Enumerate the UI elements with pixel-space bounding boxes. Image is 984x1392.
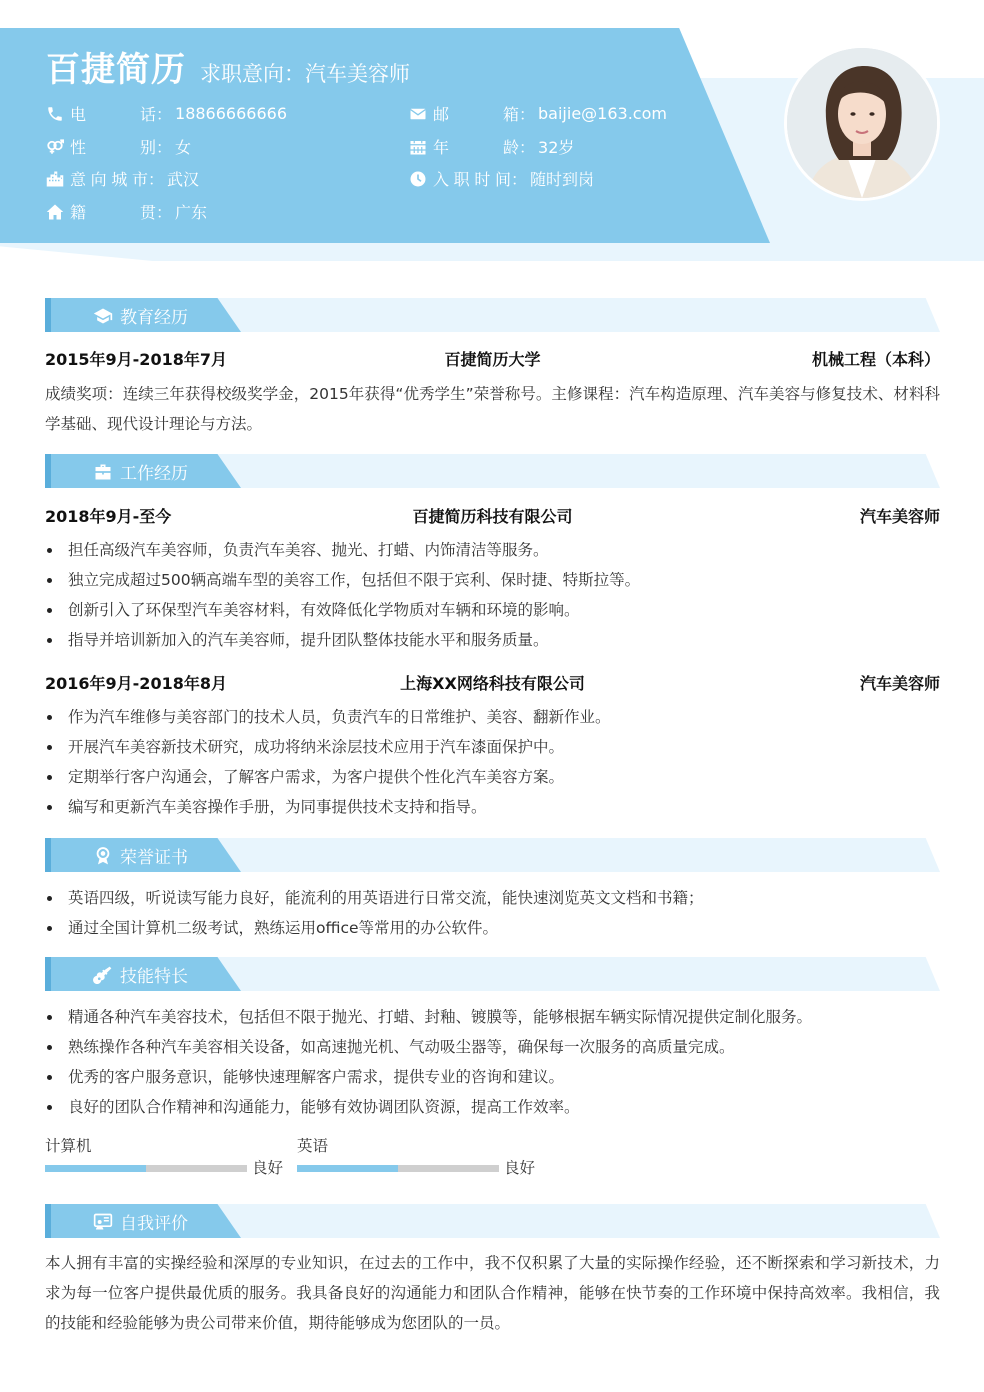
list-item: 英语四级，听说读写能力良好，能流利的用英语进行日常交流，能快速浏览英文文档和书籍； — [45, 883, 940, 913]
guitar-icon — [93, 965, 113, 985]
work-company: 百捷简历科技有限公司 — [412, 507, 573, 526]
home-icon — [46, 203, 64, 221]
list-item: 担任高级汽车美容师，负责汽车美容、抛光、打蜡、内饰清洁等服务。 — [45, 535, 940, 565]
phone-value: 18866666666 — [175, 104, 287, 123]
city-icon — [46, 170, 64, 188]
city-value: 武汉 — [167, 170, 200, 189]
email-value: baijie@163.com — [538, 104, 667, 123]
hometown-value: 广东 — [175, 203, 208, 222]
skill-name: 英语 — [297, 1137, 329, 1155]
list-item: 精通各种汽车美容技术，包括但不限于抛光、打蜡、封釉、镀膜等，能够根据车辆实际情况提供定制化服务。 — [45, 1002, 940, 1032]
skills-list — [45, 1002, 940, 1122]
clock-icon — [409, 170, 427, 188]
skill-track — [45, 1165, 247, 1172]
section-title: 教育经历 — [120, 308, 188, 328]
section-skills-header — [45, 957, 940, 991]
info-phone: 电 话 ： 18866666666 — [46, 102, 287, 125]
section-honors-header — [45, 838, 940, 872]
list-item: 创新引入了环保型汽车美容材料，有效降低化学物质对车辆和环境的影响。 — [45, 595, 940, 625]
info-start-time: 入职时间 ： 随时到岗 — [409, 167, 594, 190]
work-period: 2016年9月-2018年8月 — [45, 674, 227, 693]
graduation-cap-icon — [93, 306, 113, 326]
info-hometown: 籍 贯 ： 广东 — [46, 200, 207, 223]
list-item: 定期举行客户沟通会，了解客户需求，为客户提供个性化汽车美容方案。 — [45, 762, 940, 792]
skill-fill — [45, 1165, 146, 1172]
education-school: 百捷简历大学 — [444, 350, 541, 369]
list-item: 指导并培训新加入的汽车美容师，提升团队整体技能水平和服务质量。 — [45, 625, 940, 655]
header-title — [46, 42, 410, 91]
skill-level: 良好 — [504, 1159, 536, 1177]
honors-list — [45, 883, 940, 943]
info-city: 意向城市 ： 武汉 — [46, 167, 199, 190]
list-item: 良好的团队合作精神和沟通能力，能够有效协调团队资源，提高工作效率。 — [45, 1092, 940, 1122]
work-entry-header — [45, 504, 940, 527]
section-self-eval-header — [45, 1204, 940, 1238]
education-description: 成绩奖项：连续三年获得校级奖学金，2015年获得“优秀学生”荣誉称号。主修课程：汽车构造原理、汽车美容与修复技术、材料科学基础、现代设计理论与方法。 — [45, 385, 940, 433]
work-period: 2018年9月-至今 — [45, 507, 172, 526]
list-item: 开展汽车美容新技术研究，成功将纳米涂层技术应用于汽车漆面保护中。 — [45, 732, 940, 762]
list-item: 通过全国计算机二级考试，熟练运用office等常用的办公软件。 — [45, 913, 940, 943]
start-time-value: 随时到岗 — [530, 170, 595, 189]
work-role: 汽车美容师 — [859, 507, 940, 526]
phone-icon — [46, 105, 64, 123]
list-item: 作为汽车维修与美容部门的技术人员，负责汽车的日常维护、美容、翻新作业。 — [45, 702, 940, 732]
mail-icon — [409, 105, 427, 123]
education-period: 2015年9月-2018年7月 — [45, 350, 227, 369]
info-email: 邮 箱 ： baijie@163.com — [409, 102, 667, 125]
calendar-icon — [409, 138, 427, 156]
education-major: 机械工程（本科） — [811, 350, 940, 369]
list-item: 熟练操作各种汽车美容相关设备，如高速抛光机、气动吸尘器等，确保每一次服务的高质量完成。 — [45, 1032, 940, 1062]
work-entry-header — [45, 671, 940, 694]
info-age: 年 龄 ： 32岁 — [409, 135, 574, 158]
age-value: 32岁 — [538, 138, 575, 157]
work-role: 汽车美容师 — [859, 674, 940, 693]
section-title: 自我评价 — [120, 1214, 188, 1234]
skill-track — [297, 1165, 499, 1172]
work-duties-list — [45, 535, 940, 655]
briefcase-icon — [93, 462, 113, 482]
section-education-header — [45, 298, 940, 332]
skill-fill — [297, 1165, 398, 1172]
info-gender: 性 别 ： 女 — [46, 135, 191, 158]
list-item: 独立完成超过500辆高端车型的美容工作，包括但不限于宾利、保时捷、特斯拉等。 — [45, 565, 940, 595]
skill-name: 计算机 — [45, 1137, 92, 1155]
work-company: 上海XX网络科技有限公司 — [400, 674, 585, 693]
list-item: 编写和更新汽车美容操作手册，为同事提供技术支持和指导。 — [45, 792, 940, 822]
section-work-header — [45, 454, 940, 488]
gender-icon — [46, 138, 64, 156]
section-title: 工作经历 — [120, 464, 188, 484]
job-intent: 求职意向：汽车美容师 — [200, 62, 410, 86]
resume-name: 百捷简历 — [46, 50, 186, 90]
profile-photo — [784, 45, 940, 201]
gender-value: 女 — [175, 138, 192, 157]
section-title: 荣誉证书 — [120, 848, 188, 868]
list-item: 优秀的客户服务意识，能够快速理解客户需求，提供专业的咨询和建议。 — [45, 1062, 940, 1092]
skill-level: 良好 — [252, 1159, 284, 1177]
award-icon — [93, 846, 113, 866]
self-evaluation-text: 本人拥有丰富的实操经验和深厚的专业知识，在过去的工作中，我不仅积累了大量的实际操作经验，还不断探索和学习新技术，力求为每一位客户提供最优质的服务。我具备良好的沟通能力和团队合作精神，能够在快节奏的工作环境中保持高效率。我相信，我的技能和经验能够为贵公司带来价值，期待能够成为您团队的一员。 — [45, 1254, 940, 1332]
education-entry — [45, 347, 940, 370]
self-evaluation-icon — [93, 1212, 113, 1232]
section-title: 技能特长 — [120, 967, 188, 987]
work-duties-list — [45, 702, 940, 822]
